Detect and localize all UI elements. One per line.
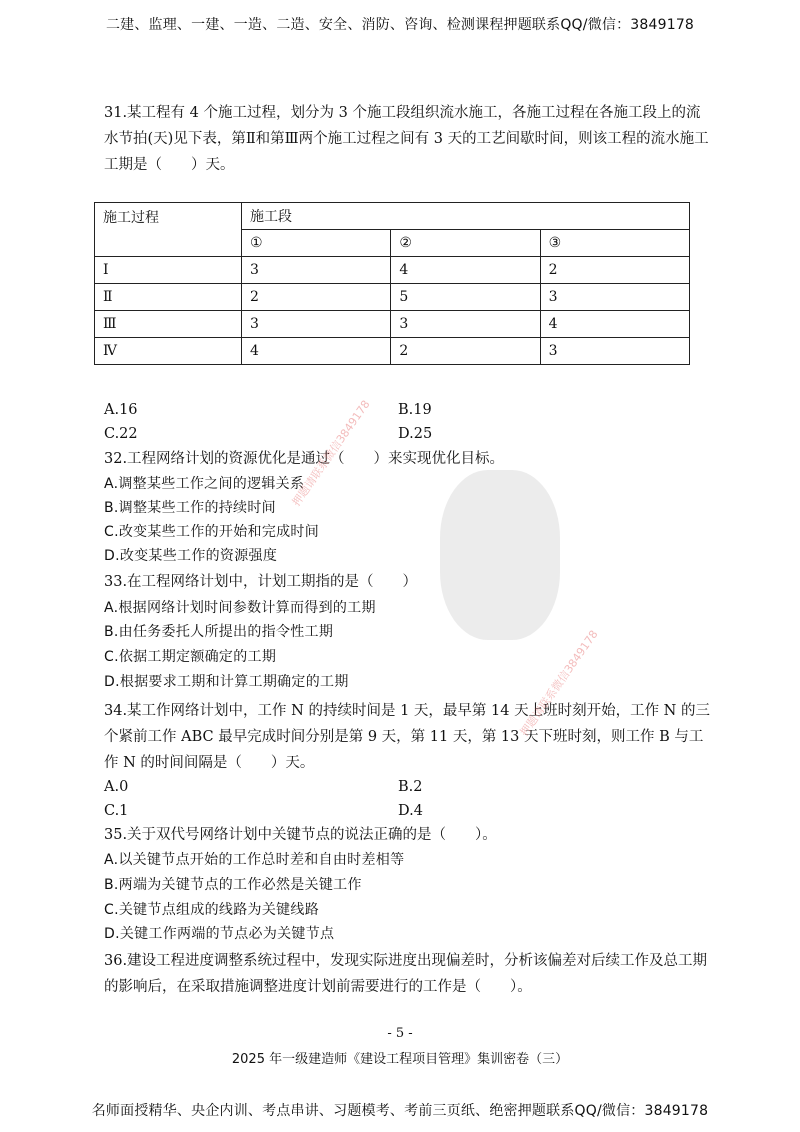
q32-option-d: D.改变某些工作的资源强度: [104, 548, 278, 564]
question-36: [104, 948, 714, 1000]
q33-option-b: B.由任务委托人所提出的指令性工期: [104, 624, 334, 640]
page-number: - 5 -: [387, 1026, 413, 1041]
table-cell: 3: [391, 311, 540, 338]
question-36-text: 36.建设工程进度调整系统过程中，发现实际进度出现偏差时，分析该偏差对后续工作及总工期的影响后，在采取措施调整进度计划前需要进行的工作是（ ）。: [104, 953, 708, 995]
q35-option-b: B.两端为关键节点的工作必然是关键工作: [104, 877, 362, 893]
rhythm-table: [94, 202, 690, 365]
q34-option-c: C.1: [104, 803, 129, 819]
q31-option-b: B.19: [398, 402, 432, 418]
watermark: 押题请联系微信3849178: [517, 627, 601, 739]
question-35-text: 35.关于双代号网络计划中关键节点的说法正确的是（ ）。: [104, 827, 497, 843]
table-segment-3: ③: [540, 230, 689, 257]
table-segment-1: ①: [242, 230, 391, 257]
q33-option-d: D.根据要求工期和计算工期确定的工期: [104, 674, 349, 690]
question-33-text: 33.在工程网络计划中，计划工期指的是（ ）: [104, 574, 418, 590]
table-row: [95, 338, 690, 365]
table-cell-process: Ⅱ: [95, 284, 242, 311]
table-cell: 2: [540, 257, 689, 284]
table-cell: 3: [540, 284, 689, 311]
q35-option-a: A.以关键节点开始的工作总时差和自由时差相等: [104, 852, 405, 868]
q31-option-a: A.16: [104, 402, 138, 418]
table-cell: 2: [242, 284, 391, 311]
table-cell: 4: [242, 338, 391, 365]
q34-option-a: A.0: [104, 779, 129, 795]
question-32-text: 32.工程网络计划的资源优化是通过（ ）来实现优化目标。: [104, 451, 505, 467]
question-31-text: 31.某工程有 4 个施工过程，划分为 3 个施工段组织流水施工，各施工过程在各施工段上的流水节拍(天)见下表，第Ⅱ和第Ⅲ两个施工过程之间有 3 天的工艺间歇时间，则该工程的流水施工工期是（ ）天。: [104, 105, 709, 173]
question-31: [104, 100, 714, 178]
table-cell-process: Ⅳ: [95, 338, 242, 365]
q31-option-c: C.22: [104, 426, 138, 442]
paper-title: 2025 年一级建造师《建设工程项目管理》集训密卷（三）: [231, 1052, 569, 1067]
table-cell-process: Ⅲ: [95, 311, 242, 338]
q35-option-c: C.关键节点组成的线路为关键线路: [104, 902, 320, 918]
q31-option-d: D.25: [398, 426, 433, 442]
watermark: 押题请联系微信3849178: [289, 397, 373, 509]
footer-banner: 名师面授精华、央企内训、考点串讲、习题模考、考前三页纸、绝密押题联系QQ/微信：3849178: [91, 1103, 709, 1119]
table-cell: 4: [540, 311, 689, 338]
table-row: [95, 284, 690, 311]
table-cell: 3: [540, 338, 689, 365]
table-row: [95, 257, 690, 284]
table-header-row: [95, 203, 690, 230]
table-row: [95, 311, 690, 338]
q34-option-b: B.2: [398, 779, 423, 795]
q35-option-d: D.关键工作两端的节点必为关键节点: [104, 926, 335, 942]
table-header-segment: 施工段: [242, 203, 690, 230]
table-cell: 4: [391, 257, 540, 284]
table-cell: 2: [391, 338, 540, 365]
q32-option-b: B.调整某些工作的持续时间: [104, 500, 276, 516]
q33-option-c: C.依据工期定额确定的工期: [104, 649, 277, 665]
table-header-process: 施工过程: [95, 203, 242, 257]
q32-option-a: A.调整某些工作之间的逻辑关系: [104, 476, 305, 492]
stamp-shape: [440, 470, 560, 640]
header-banner: 二建、监理、一建、一造、二造、安全、消防、咨询、检测课程押题联系QQ/微信：3849178: [105, 17, 695, 33]
question-34: [104, 698, 714, 776]
table-cell-process: Ⅰ: [95, 257, 242, 284]
table-segment-2: ②: [391, 230, 540, 257]
table-cell: 3: [242, 311, 391, 338]
q32-option-c: C.改变某些工作的开始和完成时间: [104, 524, 320, 540]
table-cell: 5: [391, 284, 540, 311]
question-34-text: 34.某工作网络计划中，工作 N 的持续时间是 1 天，最早第 14 天上班时刻开始，工作 N 的三个紧前工作 ABC 最早完成时间分别是第 9 天，第 11 天，第 13 天下班时刻，则工作 B 与工作 N 的时间间隔是（ ）天。: [104, 703, 710, 771]
table-cell: 3: [242, 257, 391, 284]
q33-option-a: A.根据网络计划时间参数计算而得到的工期: [104, 600, 376, 616]
q34-option-d: D.4: [398, 803, 423, 819]
